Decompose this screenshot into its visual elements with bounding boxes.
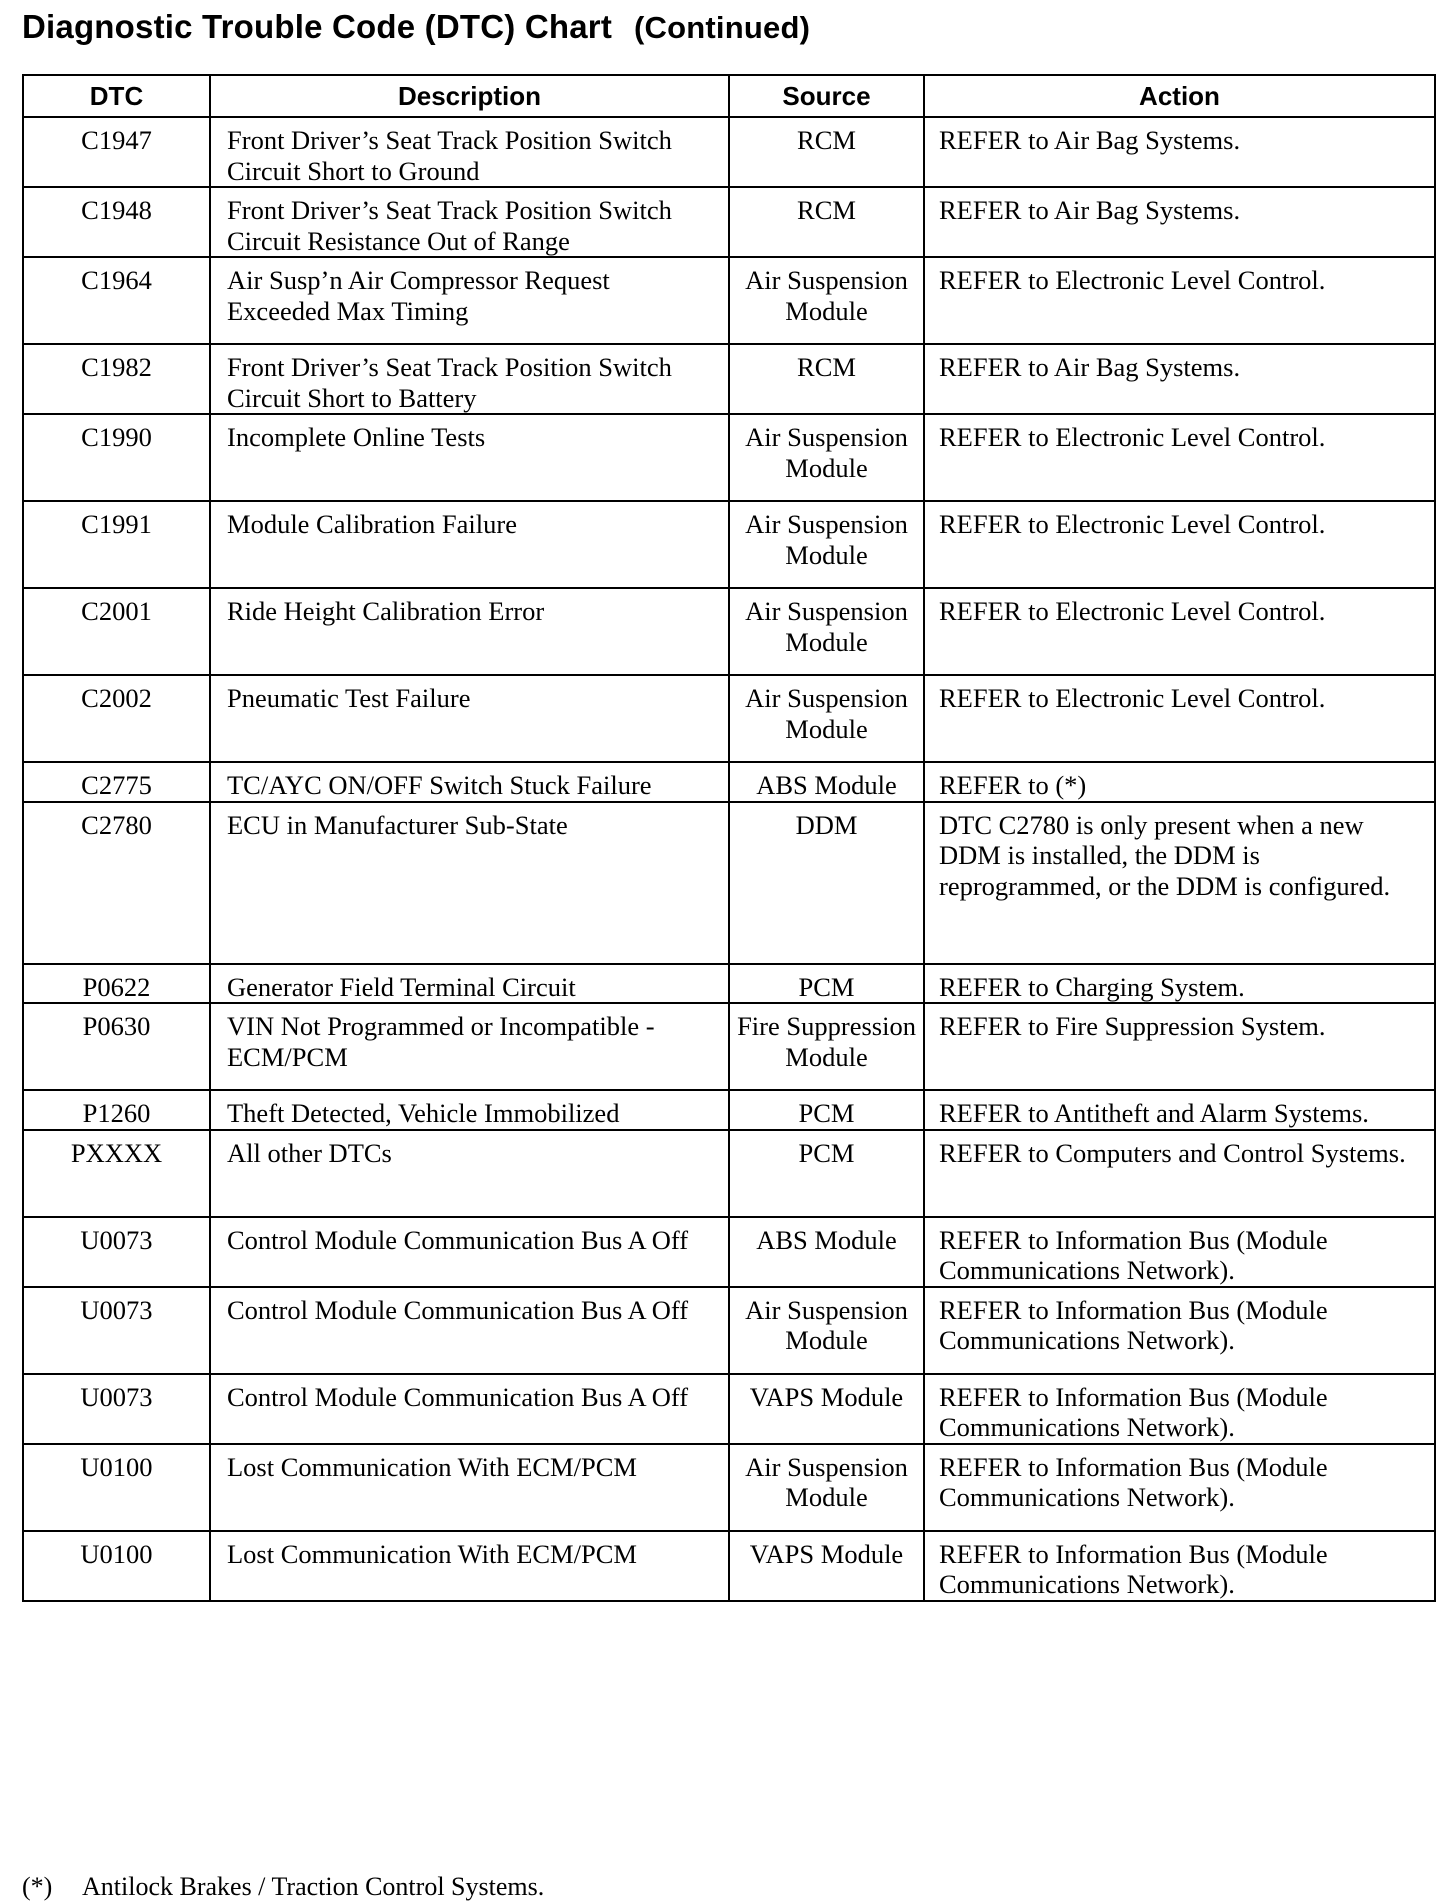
dtc-cell: C2775 [23, 762, 210, 802]
footnote-text: Antilock Brakes / Traction Control Systems. [82, 1872, 545, 1901]
source-cell: Air Suspension Module [729, 1287, 924, 1374]
description-cell: Front Driver’s Seat Track Position Switch Circuit Resistance Out of Range [210, 187, 729, 257]
table-row [23, 187, 1435, 257]
dtc-cell: C1982 [23, 344, 210, 414]
table-row [23, 588, 1435, 675]
source-cell: RCM [729, 117, 924, 187]
description-cell: Lost Communication With ECM/PCM [210, 1531, 729, 1601]
header-action: Action [924, 75, 1435, 117]
dtc-cell: PXXXX [23, 1130, 210, 1217]
table-row [23, 1090, 1435, 1130]
description-cell: Control Module Communication Bus A Off [210, 1287, 729, 1374]
dtc-cell: U0073 [23, 1374, 210, 1444]
source-cell: ABS Module [729, 1217, 924, 1287]
action-cell: REFER to Information Bus (Module Communications Network). [924, 1374, 1435, 1444]
dtc-cell: C2780 [23, 802, 210, 964]
dtc-cell: U0073 [23, 1287, 210, 1374]
source-cell: Air Suspension Module [729, 588, 924, 675]
dtc-cell: C2001 [23, 588, 210, 675]
description-cell: Generator Field Terminal Circuit [210, 964, 729, 1004]
table-row [23, 257, 1435, 344]
source-cell: PCM [729, 1130, 924, 1217]
source-cell: DDM [729, 802, 924, 964]
dtc-cell: C1964 [23, 257, 210, 344]
header-dtc: DTC [23, 75, 210, 117]
footnote-mark: (*) [22, 1872, 53, 1901]
description-cell: Module Calibration Failure [210, 501, 729, 588]
action-cell: REFER to (*) [924, 762, 1435, 802]
title-suffix: (Continued) [634, 10, 811, 45]
action-cell: REFER to Information Bus (Module Communications Network). [924, 1287, 1435, 1374]
table-row [23, 1217, 1435, 1287]
table-row [23, 1130, 1435, 1217]
description-cell: Air Susp’n Air Compressor Request Exceeded Max Timing [210, 257, 729, 344]
action-cell: REFER to Electronic Level Control. [924, 675, 1435, 762]
table-row [23, 501, 1435, 588]
table-row [23, 1444, 1435, 1531]
action-cell: REFER to Electronic Level Control. [924, 257, 1435, 344]
dtc-cell: P0630 [23, 1003, 210, 1090]
description-cell: Control Module Communication Bus A Off [210, 1217, 729, 1287]
description-cell: Incomplete Online Tests [210, 414, 729, 501]
action-cell: REFER to Charging System. [924, 964, 1435, 1004]
table-row [23, 1531, 1435, 1601]
dtc-cell: C1947 [23, 117, 210, 187]
action-cell: REFER to Air Bag Systems. [924, 117, 1435, 187]
action-cell: REFER to Antitheft and Alarm Systems. [924, 1090, 1435, 1130]
action-cell: REFER to Information Bus (Module Communications Network). [924, 1217, 1435, 1287]
description-cell: Theft Detected, Vehicle Immobilized [210, 1090, 729, 1130]
description-cell: Pneumatic Test Failure [210, 675, 729, 762]
source-cell: Air Suspension Module [729, 257, 924, 344]
description-cell: Ride Height Calibration Error [210, 588, 729, 675]
dtc-cell: P1260 [23, 1090, 210, 1130]
action-cell: REFER to Information Bus (Module Communications Network). [924, 1444, 1435, 1531]
table-row [23, 964, 1435, 1004]
source-cell: Air Suspension Module [729, 414, 924, 501]
action-cell: REFER to Fire Suppression System. [924, 1003, 1435, 1090]
action-cell: REFER to Information Bus (Module Communications Network). [924, 1531, 1435, 1601]
source-cell: VAPS Module [729, 1531, 924, 1601]
source-cell: Air Suspension Module [729, 675, 924, 762]
dtc-cell: C2002 [23, 675, 210, 762]
table-row [23, 1374, 1435, 1444]
table-row [23, 802, 1435, 964]
description-cell: ECU in Manufacturer Sub-State [210, 802, 729, 964]
table-row [23, 1003, 1435, 1090]
action-cell: REFER to Electronic Level Control. [924, 588, 1435, 675]
action-cell: REFER to Electronic Level Control. [924, 414, 1435, 501]
source-cell: Air Suspension Module [729, 1444, 924, 1531]
action-cell: REFER to Electronic Level Control. [924, 501, 1435, 588]
dtc-table [22, 74, 1436, 1602]
action-cell: REFER to Air Bag Systems. [924, 187, 1435, 257]
table-row [23, 414, 1435, 501]
header-source: Source [729, 75, 924, 117]
page-title [22, 8, 810, 46]
source-cell: RCM [729, 344, 924, 414]
description-cell: All other DTCs [210, 1130, 729, 1217]
dtc-cell: P0622 [23, 964, 210, 1004]
dtc-cell: C1991 [23, 501, 210, 588]
source-cell: RCM [729, 187, 924, 257]
action-cell: DTC C2780 is only present when a new DDM is installed, the DDM is reprogrammed, or the DDM is configured. [924, 802, 1435, 964]
footnote [22, 1872, 544, 1902]
dtc-cell: U0073 [23, 1217, 210, 1287]
source-cell: VAPS Module [729, 1374, 924, 1444]
description-cell: Lost Communication With ECM/PCM [210, 1444, 729, 1531]
description-cell: Front Driver’s Seat Track Position Switch Circuit Short to Battery [210, 344, 729, 414]
description-cell: Control Module Communication Bus A Off [210, 1374, 729, 1444]
action-cell: REFER to Computers and Control Systems. [924, 1130, 1435, 1217]
table-row [23, 762, 1435, 802]
header-row [23, 75, 1435, 117]
table-row [23, 117, 1435, 187]
source-cell: Fire Suppression Module [729, 1003, 924, 1090]
header-description: Description [210, 75, 729, 117]
source-cell: PCM [729, 1090, 924, 1130]
dtc-cell: C1990 [23, 414, 210, 501]
action-cell: REFER to Air Bag Systems. [924, 344, 1435, 414]
description-cell: VIN Not Programmed or Incompatible - ECM/PCM [210, 1003, 729, 1090]
source-cell: Air Suspension Module [729, 501, 924, 588]
dtc-cell: C1948 [23, 187, 210, 257]
description-cell: Front Driver’s Seat Track Position Switch Circuit Short to Ground [210, 117, 729, 187]
table-row [23, 344, 1435, 414]
source-cell: PCM [729, 964, 924, 1004]
source-cell: ABS Module [729, 762, 924, 802]
table-row [23, 1287, 1435, 1374]
dtc-cell: U0100 [23, 1444, 210, 1531]
title-text: Diagnostic Trouble Code (DTC) Chart [22, 8, 613, 45]
table-row [23, 675, 1435, 762]
description-cell: TC/AYC ON/OFF Switch Stuck Failure [210, 762, 729, 802]
dtc-cell: U0100 [23, 1531, 210, 1601]
